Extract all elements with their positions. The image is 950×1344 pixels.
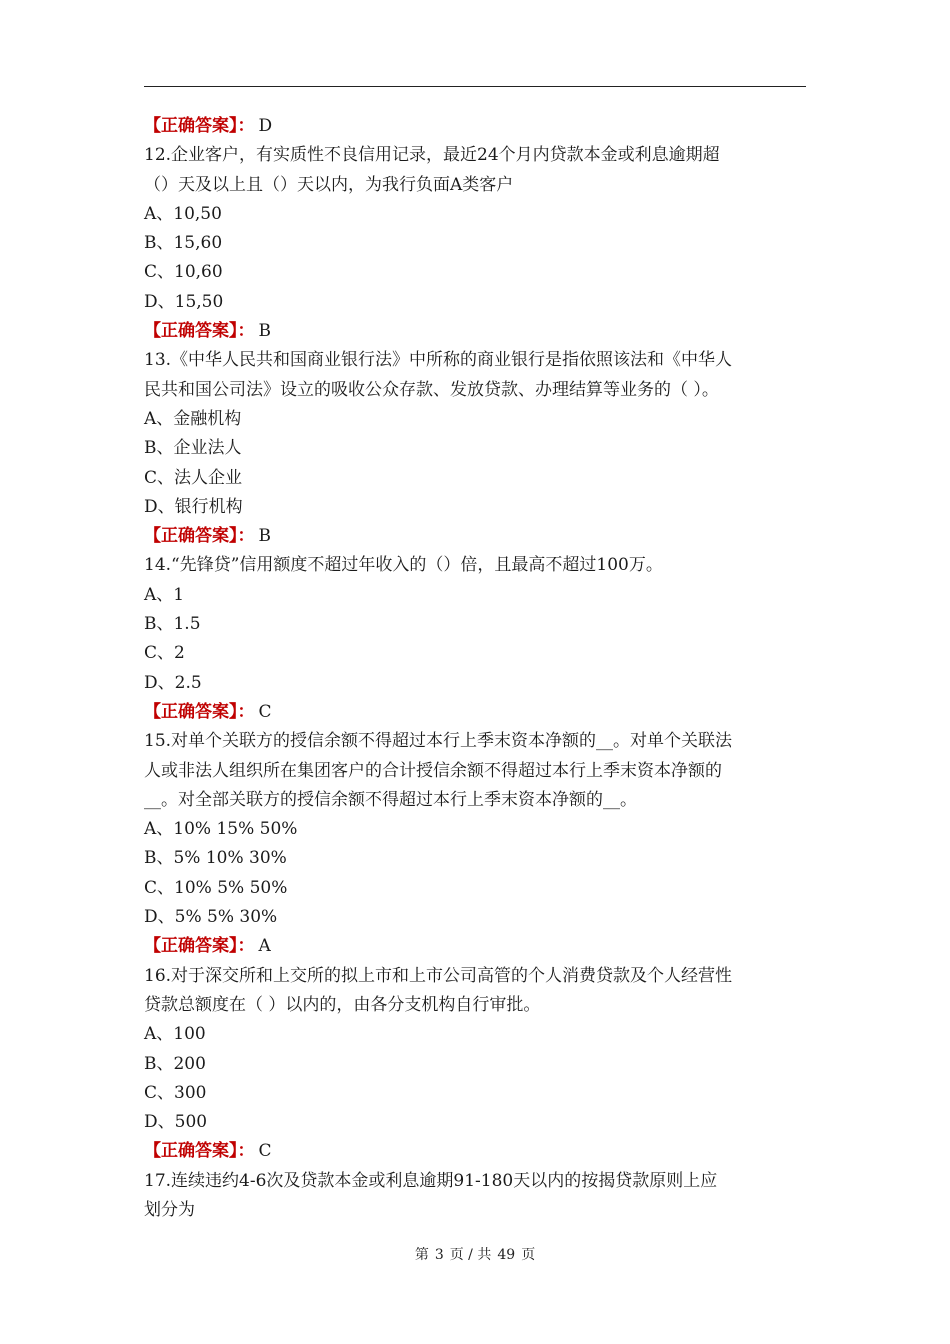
option-a: A、1 bbox=[144, 584, 185, 605]
option-b: B、200 bbox=[144, 1053, 206, 1074]
answer-label: 【正确答案】 bbox=[144, 116, 238, 136]
answer-label: 【正确答案】 bbox=[144, 321, 238, 342]
answer-label: 【正确答案】 bbox=[144, 526, 238, 547]
answer-value: D bbox=[258, 116, 273, 136]
footer-mid: 页 / 共 bbox=[449, 1247, 492, 1263]
option-b: B、5% 10% 30% bbox=[144, 848, 287, 869]
option-a: A、10,50 bbox=[144, 203, 222, 224]
current-page-number: 3 bbox=[434, 1247, 444, 1263]
answer-value: A bbox=[258, 936, 271, 957]
question-text: 14.“先锋贷”信用额度不超过年收入的（）倍，且最高不超过100万。 bbox=[144, 555, 663, 576]
option-a: A、金融机构 bbox=[144, 408, 242, 429]
answer-colon: ： bbox=[237, 116, 255, 136]
option-b: B、15,60 bbox=[144, 233, 223, 254]
option-b: B、企业法人 bbox=[144, 438, 242, 459]
answer-line bbox=[144, 932, 806, 961]
option-a: A、10% 15% 50% bbox=[144, 819, 298, 840]
answer-value: B bbox=[258, 526, 271, 547]
option-c: C、300 bbox=[144, 1082, 207, 1103]
answer-line bbox=[144, 522, 806, 551]
answer-value: C bbox=[258, 701, 272, 722]
question-text: 16.对于深交所和上交所的拟上市和上市公司高管的个人消费贷款及个人经营性 bbox=[144, 965, 733, 986]
option-c: C、2 bbox=[144, 643, 185, 664]
option-d: D、15,50 bbox=[144, 291, 224, 312]
answer-colon: ： bbox=[237, 321, 255, 342]
option-a: A、100 bbox=[144, 1024, 206, 1045]
total-page-number: 49 bbox=[497, 1247, 516, 1263]
option-b: B、1.5 bbox=[144, 614, 201, 635]
question-text: （）天及以上且（）天以内，为我行负面A类客户 bbox=[144, 174, 514, 195]
option-d: D、银行机构 bbox=[144, 496, 243, 517]
footer-prefix: 第 bbox=[414, 1247, 429, 1263]
answer-colon: ： bbox=[237, 1141, 255, 1162]
question-text: 民共和国公司法》设立的吸收公众存款、发放贷款、办理结算等业务的（ ）。 bbox=[144, 379, 719, 400]
answer-line bbox=[144, 1137, 806, 1166]
option-d: D、500 bbox=[144, 1112, 208, 1133]
answer-colon: ： bbox=[237, 701, 255, 722]
answer-line bbox=[144, 698, 806, 727]
question-text: 12.企业客户，有实质性不良信用记录，最近24个月内贷款本金或利息逾期超 bbox=[144, 145, 720, 166]
option-c: C、10,60 bbox=[144, 262, 223, 283]
answer-colon: ： bbox=[237, 526, 255, 547]
option-d: D、2.5 bbox=[144, 672, 202, 693]
page-footer bbox=[0, 1244, 950, 1264]
answer-label: 【正确答案】 bbox=[144, 701, 238, 722]
option-c: C、法人企业 bbox=[144, 467, 243, 488]
answer-value: B bbox=[258, 321, 271, 342]
footer-suffix: 页 bbox=[521, 1247, 536, 1263]
option-d: D、5% 5% 30% bbox=[144, 907, 278, 928]
question-text: 17.连续违约4-6次及贷款本金或利息逾期91-180天以内的按揭贷款原则上应 bbox=[144, 1170, 718, 1191]
question-text: 15.对单个关联方的授信余额不得超过本行上季末资本净额的__。对单个关联法 bbox=[144, 731, 733, 752]
answer-label: 【正确答案】 bbox=[144, 936, 238, 957]
answer-line bbox=[144, 317, 806, 346]
question-text: 划分为 bbox=[144, 1199, 195, 1220]
header-rule bbox=[144, 86, 806, 87]
answer-value: C bbox=[258, 1141, 272, 1162]
answer-colon: ： bbox=[237, 936, 255, 957]
answer-label: 【正确答案】 bbox=[144, 1141, 238, 1162]
question-text: 贷款总额度在（ ）以内的，由各分支机构自行审批。 bbox=[144, 994, 541, 1015]
option-c: C、10% 5% 50% bbox=[144, 877, 288, 898]
question-text: 13.《中华人民共和国商业银行法》中所称的商业银行是指依照该法和《中华人 bbox=[144, 350, 733, 371]
answer-line bbox=[144, 112, 806, 141]
question-text: 人或非法人组织所在集团客户的合计授信余额不得超过本行上季末资本净额的 bbox=[144, 760, 722, 781]
question-content bbox=[144, 112, 806, 1225]
question-text: __。对全部关联方的授信余额不得超过本行上季末资本净额的__。 bbox=[144, 789, 637, 810]
